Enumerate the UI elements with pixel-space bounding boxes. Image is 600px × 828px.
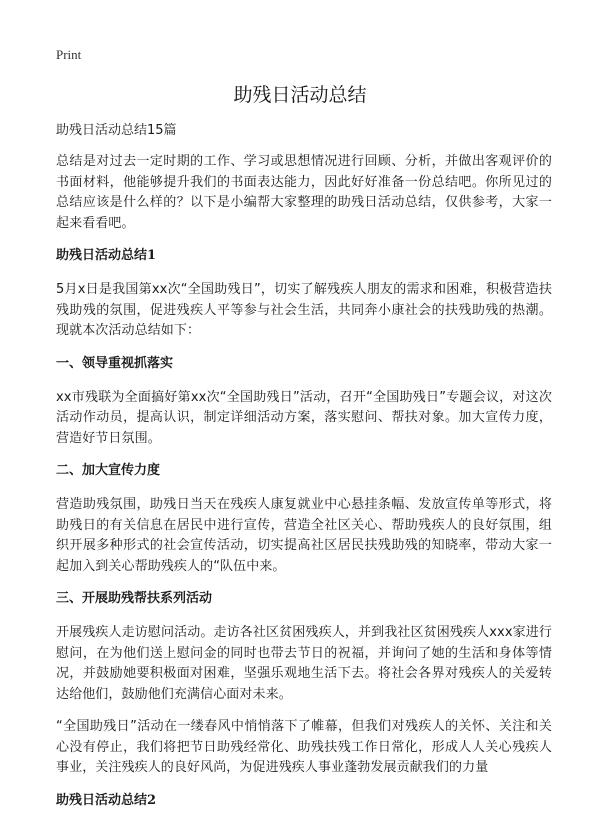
document-subtitle: 助残日活动总结15篇 [56, 123, 177, 138]
subheading-publicity: 二、加大宣传力度 [56, 463, 161, 478]
section-heading-2: 助残日活动总结2 [56, 792, 157, 808]
closing-paragraph: “全国助残日”活动在一缕春风中悄悄落下了帷幕，但我们对残疾人的关怀、关注和关心没有停止，我们将把节日助残经常化、助残扶残工作日常化，形成人人关心残疾人事业，关注残疾人的良好风尚，为促进残疾人事业蓬勃发展贡献我们的力量 [56, 719, 552, 775]
intro-paragraph: 总结是对过去一定时期的工作、学习或思想情况进行回顾、分析，并做出客观评价的书面材料，他能够提升我们的书面表达能力，因此好好准备一份总结吧。你所见过的总结应该是什么样的？以下是小编帮大家整理的助残日活动总结，仅供参考，大家一起来看看吧。 [56, 154, 552, 231]
subheading-activities: 三、开展助残帮扶系列活动 [56, 591, 213, 606]
section-heading-1: 助残日活动总结1 [56, 248, 157, 263]
page-title: 助残日活动总结 [233, 84, 367, 106]
document-body [56, 120, 552, 825]
subheading-leadership: 一、领导重视抓落实 [56, 355, 174, 371]
leadership-paragraph: xx市残联为全面搞好第xx次“全国助残日”活动，召开“全国助残日”专题会议，对这次活动作动员，提高认识，制定详细活动方案，落实慰问、帮扶对象。加大宣传力度，营造好节日氛围。 [56, 389, 552, 446]
activities-paragraph: 开展残疾人走访慰问活动。走访各社区贫困残疾人，并到我社区贫困残疾人xxx家进行慰问，在为他们送上慰问金的同时也带去节日的祝福，并询问了她的生活和身体等情况，并鼓励她要积极面对困难，坚强乐观地生活下去。将社会各界对残疾人的关爱转达给他们，鼓励他们充满信心面对未来。 [56, 625, 552, 702]
publicity-paragraph: 营造助残氛围，助残日当天在残疾人康复就业中心悬挂条幅、发放宣传单等形式，将助残日的有关信息在居民中进行宣传，营造全社区关心、帮助残疾人的良好氛围，组织开展多种形式的社会宣传活动，切实提高社区居民扶残助残的知晓率，带动大家一起加入到关心帮助残疾人的“队伍中来。 [56, 497, 552, 574]
print-link[interactable]: Print [56, 47, 82, 62]
section1-paragraph: 5月x日是我国第xx次“全国助残日”，切实了解残疾人朋友的需求和困难，积极营造扶残助残的氛围，促进残疾人平等参与社会生活，共同奔小康社会的扶残助残的热潮。现就本次活动总结如下： [56, 282, 552, 338]
